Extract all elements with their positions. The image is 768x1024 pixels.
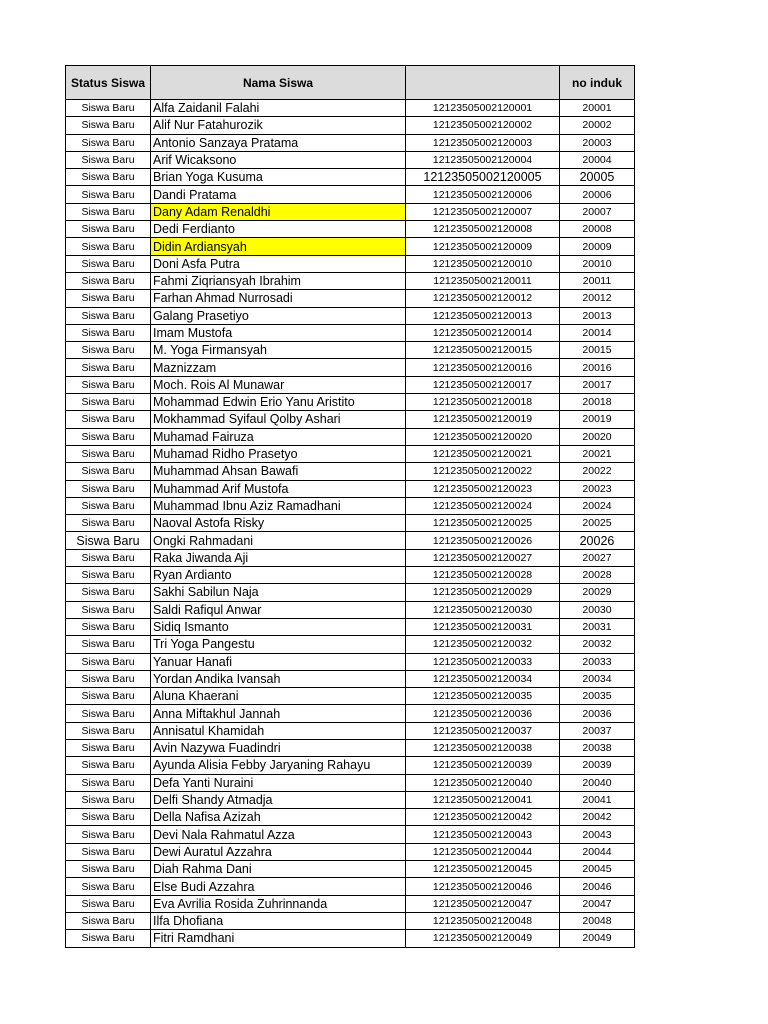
no-induk-cell[interactable]: 20007 [560,203,635,220]
status-cell[interactable]: Siswa Baru [66,515,151,532]
name-cell[interactable]: Tri Yoga Pangestu [151,636,406,653]
no-induk-cell[interactable]: 20014 [560,324,635,341]
status-cell[interactable]: Siswa Baru [66,549,151,566]
no-induk-cell[interactable]: 20009 [560,238,635,255]
no-induk-cell[interactable]: 20045 [560,861,635,878]
status-cell[interactable]: Siswa Baru [66,117,151,134]
nis-cell[interactable]: 12123505002120009 [406,238,560,255]
nis-cell[interactable]: 12123505002120003 [406,134,560,151]
table-row [66,757,635,774]
status-cell[interactable]: Siswa Baru [66,739,151,756]
no-induk-cell[interactable]: 20004 [560,151,635,168]
no-induk-cell[interactable]: 20048 [560,912,635,929]
status-cell[interactable]: Siswa Baru [66,636,151,653]
nis-cell[interactable]: 12123505002120020 [406,428,560,445]
name-cell[interactable]: Alfa Zaidanil Falahi [151,100,406,117]
name-cell[interactable]: M. Yoga Firmansyah [151,342,406,359]
no-induk-cell[interactable]: 20035 [560,688,635,705]
header-nama-siswa[interactable]: Nama Siswa [151,66,406,100]
nis-cell[interactable]: 12123505002120035 [406,688,560,705]
table-row [66,169,635,186]
table-row [66,359,635,376]
table-row [66,774,635,791]
table-row [66,739,635,756]
nis-cell[interactable]: 12123505002120022 [406,463,560,480]
table-row [66,342,635,359]
status-cell[interactable]: Siswa Baru [66,757,151,774]
status-cell[interactable]: Siswa Baru [66,428,151,445]
nis-cell[interactable]: 12123505002120038 [406,739,560,756]
status-cell[interactable]: Siswa Baru [66,463,151,480]
table-row [66,515,635,532]
nis-cell[interactable]: 12123505002120013 [406,307,560,324]
table-row [66,221,635,238]
status-cell[interactable]: Siswa Baru [66,722,151,739]
nis-cell[interactable]: 12123505002120031 [406,618,560,635]
nis-cell[interactable]: 12123505002120011 [406,272,560,289]
table-row [66,255,635,272]
table-row [66,653,635,670]
table-row [66,670,635,687]
name-cell[interactable]: Dewi Auratul Azzahra [151,843,406,860]
table-row [66,567,635,584]
no-induk-cell[interactable]: 20029 [560,584,635,601]
name-cell[interactable]: Devi Nala Rahmatul Azza [151,826,406,843]
table-row [66,532,635,549]
status-cell[interactable]: Siswa Baru [66,653,151,670]
name-cell[interactable]: Saldi Rafiqul Anwar [151,601,406,618]
name-cell[interactable]: Annisatul Khamidah [151,722,406,739]
no-induk-cell[interactable]: 20039 [560,757,635,774]
status-cell[interactable]: Siswa Baru [66,169,151,186]
no-induk-cell[interactable]: 20027 [560,549,635,566]
name-cell[interactable]: Else Budi Azzahra [151,878,406,895]
table-row [66,722,635,739]
status-cell[interactable]: Siswa Baru [66,791,151,808]
name-cell[interactable]: Imam Mustofa [151,324,406,341]
name-cell[interactable]: Della Nafisa Azizah [151,809,406,826]
name-cell[interactable]: Alif Nur Fatahurozik [151,117,406,134]
nis-cell[interactable]: 12123505002120034 [406,670,560,687]
nis-cell[interactable]: 12123505002120045 [406,861,560,878]
status-cell[interactable]: Siswa Baru [66,151,151,168]
name-cell[interactable]: Dandi Pratama [151,186,406,203]
name-cell[interactable]: Avin Nazywa Fuadindri [151,739,406,756]
no-induk-cell[interactable]: 20047 [560,895,635,912]
nis-cell[interactable]: 12123505002120036 [406,705,560,722]
name-cell[interactable]: Arif Wicaksono [151,151,406,168]
name-cell[interactable]: Muhamad Fairuza [151,428,406,445]
nis-cell[interactable]: 12123505002120012 [406,290,560,307]
status-cell[interactable]: Siswa Baru [66,895,151,912]
nis-cell[interactable]: 12123505002120039 [406,757,560,774]
name-cell[interactable]: Raka Jiwanda Aji [151,549,406,566]
name-cell[interactable]: Muhammad Ibnu Aziz Ramadhani [151,497,406,514]
nis-cell[interactable]: 12123505002120015 [406,342,560,359]
table-row [66,411,635,428]
nis-cell[interactable]: 12123505002120029 [406,584,560,601]
no-induk-cell[interactable]: 20040 [560,774,635,791]
name-cell[interactable]: Mokhammad Syifaul Qolby Ashari [151,411,406,428]
no-induk-cell[interactable]: 20019 [560,411,635,428]
status-cell[interactable]: Siswa Baru [66,290,151,307]
no-induk-cell[interactable]: 20038 [560,739,635,756]
nis-cell[interactable]: 12123505002120047 [406,895,560,912]
name-cell[interactable]: Didin Ardiansyah [151,238,406,255]
table-row [66,878,635,895]
nis-cell[interactable]: 12123505002120014 [406,324,560,341]
name-cell[interactable]: Sidiq Ismanto [151,618,406,635]
no-induk-cell[interactable]: 20030 [560,601,635,618]
name-cell[interactable]: Anna Miftakhul Jannah [151,705,406,722]
name-cell[interactable]: Moch. Rois Al Munawar [151,376,406,393]
name-cell[interactable]: Eva Avrilia Rosida Zuhrinnanda [151,895,406,912]
name-cell[interactable]: Ryan Ardianto [151,567,406,584]
nis-cell[interactable]: 12123505002120030 [406,601,560,618]
name-cell[interactable]: Fitri Ramdhani [151,930,406,947]
table-row [66,394,635,411]
name-cell[interactable]: Mohammad Edwin Erio Yanu Aristito [151,394,406,411]
table-row [66,705,635,722]
no-induk-cell[interactable]: 20042 [560,809,635,826]
name-cell[interactable]: Farhan Ahmad Nurrosadi [151,290,406,307]
nis-cell[interactable]: 12123505002120026 [406,532,560,549]
name-cell[interactable]: Galang Prasetiyo [151,307,406,324]
status-cell[interactable]: Siswa Baru [66,324,151,341]
status-cell[interactable]: Siswa Baru [66,497,151,514]
name-cell[interactable]: Doni Asfa Putra [151,255,406,272]
no-induk-cell[interactable]: 20021 [560,445,635,462]
no-induk-cell[interactable]: 20043 [560,826,635,843]
no-induk-cell[interactable]: 20002 [560,117,635,134]
table-row [66,272,635,289]
nis-cell[interactable]: 12123505002120018 [406,394,560,411]
table-row [66,134,635,151]
status-cell[interactable]: Siswa Baru [66,100,151,117]
no-induk-cell[interactable]: 20008 [560,221,635,238]
header-nis[interactable] [406,66,560,100]
name-cell[interactable]: Ayunda Alisia Febby Jaryaning Rahayu [151,757,406,774]
no-induk-cell[interactable]: 20033 [560,653,635,670]
nis-cell[interactable]: 12123505002120042 [406,809,560,826]
name-cell[interactable]: Yordan Andika Ivansah [151,670,406,687]
nis-cell[interactable]: 12123505002120002 [406,117,560,134]
nis-cell[interactable]: 12123505002120019 [406,411,560,428]
nis-cell[interactable]: 12123505002120041 [406,791,560,808]
name-cell[interactable]: Diah Rahma Dani [151,861,406,878]
table-row [66,618,635,635]
no-induk-cell[interactable]: 20005 [560,169,635,186]
nis-cell[interactable]: 12123505002120001 [406,100,560,117]
nis-cell[interactable]: 12123505002120048 [406,912,560,929]
status-cell[interactable]: Siswa Baru [66,930,151,947]
status-cell[interactable]: Siswa Baru [66,238,151,255]
nis-cell[interactable]: 12123505002120023 [406,480,560,497]
status-cell[interactable]: Siswa Baru [66,774,151,791]
no-induk-cell[interactable]: 20022 [560,463,635,480]
no-induk-cell[interactable]: 20036 [560,705,635,722]
status-cell[interactable]: Siswa Baru [66,567,151,584]
nis-cell[interactable]: 12123505002120049 [406,930,560,947]
no-induk-cell[interactable]: 20034 [560,670,635,687]
nis-cell[interactable]: 12123505002120004 [406,151,560,168]
no-induk-cell[interactable]: 20044 [560,843,635,860]
name-cell[interactable]: Brian Yoga Kusuma [151,169,406,186]
nis-cell[interactable]: 12123505002120040 [406,774,560,791]
status-cell[interactable]: Siswa Baru [66,342,151,359]
table-row [66,203,635,220]
status-cell[interactable]: Siswa Baru [66,394,151,411]
no-induk-cell[interactable]: 20011 [560,272,635,289]
no-induk-cell[interactable]: 20023 [560,480,635,497]
status-cell[interactable]: Siswa Baru [66,186,151,203]
status-cell[interactable]: Siswa Baru [66,843,151,860]
status-cell[interactable]: Siswa Baru [66,878,151,895]
no-induk-cell[interactable]: 20010 [560,255,635,272]
table-row [66,601,635,618]
table-row [66,584,635,601]
table-row [66,186,635,203]
table-row [66,480,635,497]
table-row [66,100,635,117]
no-induk-cell[interactable]: 20024 [560,497,635,514]
header-row [66,66,635,100]
header-no-induk[interactable]: no induk [560,66,635,100]
status-cell[interactable]: Siswa Baru [66,376,151,393]
status-cell[interactable]: Siswa Baru [66,861,151,878]
nis-cell[interactable]: 12123505002120017 [406,376,560,393]
no-induk-cell[interactable]: 20003 [560,134,635,151]
status-cell[interactable]: Siswa Baru [66,359,151,376]
name-cell[interactable]: Dany Adam Renaldhi [151,203,406,220]
table-row [66,290,635,307]
nis-cell[interactable]: 12123505002120028 [406,567,560,584]
no-induk-cell[interactable]: 20041 [560,791,635,808]
table-row [66,636,635,653]
status-cell[interactable]: Siswa Baru [66,912,151,929]
no-induk-cell[interactable]: 20016 [560,359,635,376]
table-row [66,826,635,843]
no-induk-cell[interactable]: 20012 [560,290,635,307]
status-cell[interactable]: Siswa Baru [66,480,151,497]
student-table [65,65,635,948]
table-row [66,688,635,705]
table-body [66,100,635,948]
status-cell[interactable]: Siswa Baru [66,307,151,324]
table-row [66,376,635,393]
name-cell[interactable]: Maznizzam [151,359,406,376]
nis-cell[interactable]: 12123505002120005 [406,169,560,186]
no-induk-cell[interactable]: 20046 [560,878,635,895]
status-cell[interactable]: Siswa Baru [66,826,151,843]
status-cell[interactable]: Siswa Baru [66,688,151,705]
table-row [66,324,635,341]
name-cell[interactable]: Aluna Khaerani [151,688,406,705]
nis-cell[interactable]: 12123505002120027 [406,549,560,566]
no-induk-cell[interactable]: 20031 [560,618,635,635]
table-row [66,843,635,860]
table-row [66,428,635,445]
table-row [66,307,635,324]
no-induk-cell[interactable]: 20013 [560,307,635,324]
table-row [66,895,635,912]
status-cell[interactable]: Siswa Baru [66,221,151,238]
table-row [66,912,635,929]
status-cell[interactable]: Siswa Baru [66,670,151,687]
header-status-siswa[interactable]: Status Siswa [66,66,151,100]
nis-cell[interactable]: 12123505002120024 [406,497,560,514]
nis-cell[interactable]: 12123505002120007 [406,203,560,220]
no-induk-cell[interactable]: 20028 [560,567,635,584]
no-induk-cell[interactable]: 20020 [560,428,635,445]
table-row [66,117,635,134]
table-row [66,238,635,255]
status-cell[interactable]: Siswa Baru [66,618,151,635]
status-cell[interactable]: Siswa Baru [66,809,151,826]
no-induk-cell[interactable]: 20017 [560,376,635,393]
no-induk-cell[interactable]: 20015 [560,342,635,359]
nis-cell[interactable]: 12123505002120046 [406,878,560,895]
nis-cell[interactable]: 12123505002120025 [406,515,560,532]
table-row [66,930,635,947]
no-induk-cell[interactable]: 20001 [560,100,635,117]
status-cell[interactable]: Siswa Baru [66,705,151,722]
nis-cell[interactable]: 12123505002120008 [406,221,560,238]
status-cell[interactable]: Siswa Baru [66,203,151,220]
name-cell[interactable]: Ilfa Dhofiana [151,912,406,929]
no-induk-cell[interactable]: 20049 [560,930,635,947]
status-cell[interactable]: Siswa Baru [66,532,151,549]
no-induk-cell[interactable]: 20026 [560,532,635,549]
name-cell[interactable]: Naoval Astofa Risky [151,515,406,532]
nis-cell[interactable]: 12123505002120033 [406,653,560,670]
status-cell[interactable]: Siswa Baru [66,584,151,601]
no-induk-cell[interactable]: 20018 [560,394,635,411]
nis-cell[interactable]: 12123505002120044 [406,843,560,860]
table-row [66,791,635,808]
no-induk-cell[interactable]: 20032 [560,636,635,653]
nis-cell[interactable]: 12123505002120010 [406,255,560,272]
table-row [66,497,635,514]
status-cell[interactable]: Siswa Baru [66,134,151,151]
name-cell[interactable]: Sakhi Sabilun Naja [151,584,406,601]
name-cell[interactable]: Fahmi Ziqriansyah Ibrahim [151,272,406,289]
table-row [66,445,635,462]
name-cell[interactable]: Antonio Sanzaya Pratama [151,134,406,151]
name-cell[interactable]: Defa Yanti Nuraini [151,774,406,791]
table-row [66,549,635,566]
status-cell[interactable]: Siswa Baru [66,272,151,289]
table-row [66,463,635,480]
name-cell[interactable]: Muhamad Ridho Prasetyo [151,445,406,462]
table-row [66,809,635,826]
name-cell[interactable]: Yanuar Hanafi [151,653,406,670]
no-induk-cell[interactable]: 20025 [560,515,635,532]
table-row [66,861,635,878]
name-cell[interactable]: Dedi Ferdianto [151,221,406,238]
nis-cell[interactable]: 12123505002120021 [406,445,560,462]
status-cell[interactable]: Siswa Baru [66,601,151,618]
nis-cell[interactable]: 12123505002120006 [406,186,560,203]
name-cell[interactable]: Ongki Rahmadani [151,532,406,549]
nis-cell[interactable]: 12123505002120043 [406,826,560,843]
nis-cell[interactable]: 12123505002120037 [406,722,560,739]
nis-cell[interactable]: 12123505002120016 [406,359,560,376]
name-cell[interactable]: Muhammad Arif Mustofa [151,480,406,497]
name-cell[interactable]: Muhammad Ahsan Bawafi [151,463,406,480]
table-row [66,151,635,168]
nis-cell[interactable]: 12123505002120032 [406,636,560,653]
status-cell[interactable]: Siswa Baru [66,411,151,428]
no-induk-cell[interactable]: 20006 [560,186,635,203]
name-cell[interactable]: Delfi Shandy Atmadja [151,791,406,808]
status-cell[interactable]: Siswa Baru [66,445,151,462]
status-cell[interactable]: Siswa Baru [66,255,151,272]
no-induk-cell[interactable]: 20037 [560,722,635,739]
